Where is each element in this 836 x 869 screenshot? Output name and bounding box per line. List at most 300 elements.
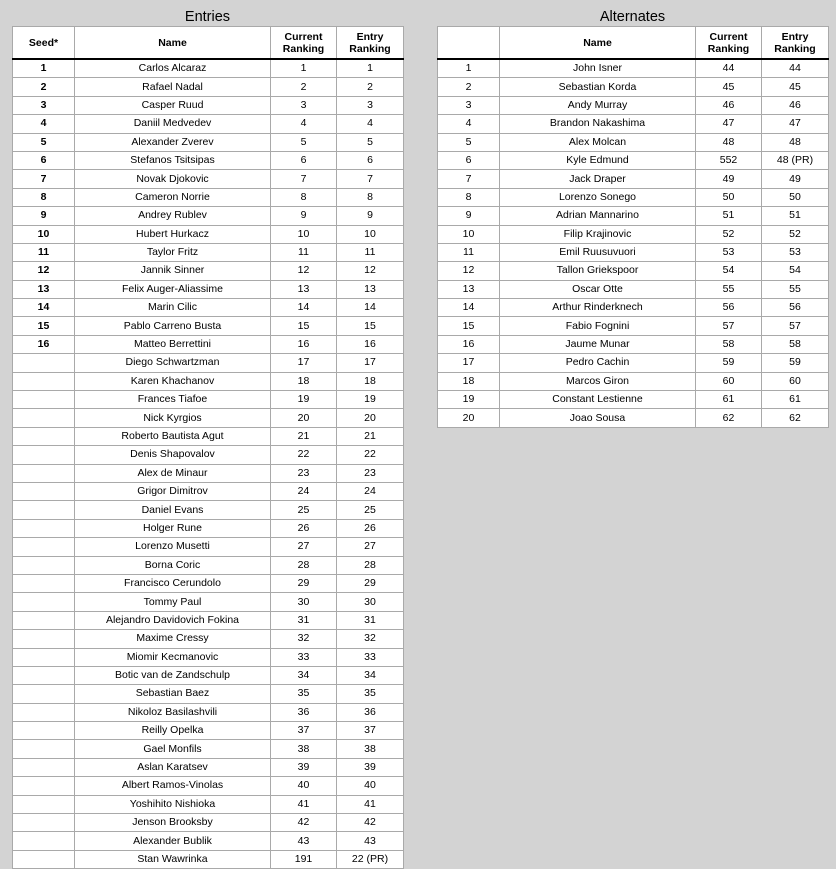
seed-cell [13, 685, 75, 703]
player-name-cell: Andrey Rublev [75, 207, 271, 225]
current-ranking-cell: 42 [271, 814, 337, 832]
current-ranking-cell: 5 [271, 133, 337, 151]
player-name-cell: Alejandro Davidovich Fokina [75, 611, 271, 629]
seed-cell: 13 [13, 280, 75, 298]
current-ranking-cell: 44 [696, 59, 762, 78]
table-row [438, 372, 829, 390]
current-ranking-cell: 27 [271, 538, 337, 556]
table-row [13, 225, 404, 243]
number-cell: 18 [438, 372, 500, 390]
entry-ranking-cell: 2 [337, 78, 404, 96]
alternates-header-row [438, 27, 829, 60]
current-ranking-cell: 20 [271, 409, 337, 427]
table-row [13, 630, 404, 648]
table-row [438, 151, 829, 169]
entry-ranking-cell: 27 [337, 538, 404, 556]
table-row [13, 648, 404, 666]
entry-ranking-cell: 10 [337, 225, 404, 243]
seed-cell: 16 [13, 335, 75, 353]
current-ranking-cell: 53 [696, 243, 762, 261]
number-cell: 9 [438, 207, 500, 225]
table-row [438, 188, 829, 206]
player-name-cell: Jaume Munar [500, 335, 696, 353]
player-name-cell: Andy Murray [500, 96, 696, 114]
seed-cell: 11 [13, 243, 75, 261]
name-header: Name [75, 27, 271, 60]
seed-cell [13, 446, 75, 464]
current-ranking-cell: 28 [271, 556, 337, 574]
table-row [13, 795, 404, 813]
entry-ranking-cell: 58 [762, 335, 829, 353]
seed-cell [13, 501, 75, 519]
seed-cell [13, 427, 75, 445]
table-row [438, 225, 829, 243]
current-ranking-cell: 52 [696, 225, 762, 243]
table-row [438, 170, 829, 188]
current-ranking-cell: 32 [271, 630, 337, 648]
current-ranking-cell: 56 [696, 299, 762, 317]
player-name-cell: John Isner [500, 59, 696, 78]
player-name-cell: Diego Schwartzman [75, 354, 271, 372]
player-name-cell: Reilly Opelka [75, 722, 271, 740]
player-name-cell: Cameron Norrie [75, 188, 271, 206]
seed-cell [13, 409, 75, 427]
player-name-cell: Holger Rune [75, 519, 271, 537]
table-row [13, 78, 404, 96]
entry-ranking-cell: 23 [337, 464, 404, 482]
seed-cell [13, 666, 75, 684]
player-name-cell: Alex Molcan [500, 133, 696, 151]
seed-cell: 2 [13, 78, 75, 96]
player-name-cell: Pablo Carreno Busta [75, 317, 271, 335]
number-cell: 7 [438, 170, 500, 188]
player-name-cell: Kyle Edmund [500, 151, 696, 169]
table-row [438, 409, 829, 427]
current-ranking-cell: 191 [271, 850, 337, 868]
table-row [13, 391, 404, 409]
table-row [438, 299, 829, 317]
table-row [438, 59, 829, 78]
player-name-cell: Frances Tiafoe [75, 391, 271, 409]
current-ranking-cell: 36 [271, 703, 337, 721]
player-name-cell: Matteo Berrettini [75, 335, 271, 353]
seed-cell [13, 648, 75, 666]
entry-ranking-header: Entry Ranking [762, 27, 829, 60]
entry-ranking-cell: 22 [337, 446, 404, 464]
current-ranking-cell: 2 [271, 78, 337, 96]
seed-cell [13, 593, 75, 611]
current-ranking-cell: 57 [696, 317, 762, 335]
entry-ranking-cell: 30 [337, 593, 404, 611]
table-row [13, 758, 404, 776]
table-row [438, 78, 829, 96]
current-ranking-cell: 54 [696, 262, 762, 280]
seed-cell: 15 [13, 317, 75, 335]
player-name-cell: Aslan Karatsev [75, 758, 271, 776]
player-name-cell: Alexander Zverev [75, 133, 271, 151]
player-name-cell: Lorenzo Sonego [500, 188, 696, 206]
player-name-cell: Casper Ruud [75, 96, 271, 114]
number-header [438, 27, 500, 60]
seed-cell: 1 [13, 59, 75, 78]
current-ranking-cell: 45 [696, 78, 762, 96]
player-name-cell: Sebastian Korda [500, 78, 696, 96]
seed-cell [13, 722, 75, 740]
player-name-cell: Botic van de Zandschulp [75, 666, 271, 684]
entry-ranking-cell: 15 [337, 317, 404, 335]
number-cell: 11 [438, 243, 500, 261]
alternates-table [437, 26, 829, 428]
table-row [13, 409, 404, 427]
player-name-cell: Nick Kyrgios [75, 409, 271, 427]
player-name-cell: Novak Djokovic [75, 170, 271, 188]
current-ranking-cell: 41 [271, 795, 337, 813]
number-cell: 17 [438, 354, 500, 372]
current-ranking-cell: 40 [271, 777, 337, 795]
entry-ranking-cell: 49 [762, 170, 829, 188]
table-row [13, 777, 404, 795]
player-name-cell: Joao Sousa [500, 409, 696, 427]
player-name-cell: Sebastian Baez [75, 685, 271, 703]
current-ranking-cell: 23 [271, 464, 337, 482]
table-row [13, 96, 404, 114]
player-name-cell: Pedro Cachin [500, 354, 696, 372]
player-name-cell: Taylor Fritz [75, 243, 271, 261]
entry-ranking-cell: 6 [337, 151, 404, 169]
entry-ranking-cell: 29 [337, 574, 404, 592]
entry-ranking-cell: 39 [337, 758, 404, 776]
table-row [438, 115, 829, 133]
seed-cell [13, 777, 75, 795]
entry-ranking-cell: 32 [337, 630, 404, 648]
player-name-cell: Carlos Alcaraz [75, 59, 271, 78]
player-name-cell: Tommy Paul [75, 593, 271, 611]
player-name-cell: Arthur Rinderknech [500, 299, 696, 317]
entry-ranking-cell: 31 [337, 611, 404, 629]
current-ranking-cell: 21 [271, 427, 337, 445]
number-cell: 5 [438, 133, 500, 151]
player-name-cell: Adrian Mannarino [500, 207, 696, 225]
current-ranking-cell: 31 [271, 611, 337, 629]
entry-ranking-cell: 48 [762, 133, 829, 151]
current-ranking-cell: 43 [271, 832, 337, 850]
entry-ranking-cell: 11 [337, 243, 404, 261]
entry-ranking-cell: 45 [762, 78, 829, 96]
entry-ranking-cell: 35 [337, 685, 404, 703]
entry-ranking-cell: 47 [762, 115, 829, 133]
player-name-cell: Jack Draper [500, 170, 696, 188]
current-ranking-cell: 19 [271, 391, 337, 409]
entry-ranking-cell: 57 [762, 317, 829, 335]
seed-cell [13, 482, 75, 500]
entry-ranking-cell: 52 [762, 225, 829, 243]
player-name-cell: Rafael Nadal [75, 78, 271, 96]
table-row [13, 574, 404, 592]
seed-cell [13, 703, 75, 721]
entry-ranking-cell: 46 [762, 96, 829, 114]
player-name-cell: Borna Coric [75, 556, 271, 574]
entry-ranking-cell: 60 [762, 372, 829, 390]
current-ranking-cell: 13 [271, 280, 337, 298]
entry-ranking-cell: 48 (PR) [762, 151, 829, 169]
player-name-cell: Alex de Minaur [75, 464, 271, 482]
player-name-cell: Stan Wawrinka [75, 850, 271, 868]
entry-ranking-cell: 24 [337, 482, 404, 500]
number-cell: 3 [438, 96, 500, 114]
entry-ranking-header: Entry Ranking [337, 27, 404, 60]
seed-cell [13, 391, 75, 409]
current-ranking-cell: 10 [271, 225, 337, 243]
entry-ranking-cell: 41 [337, 795, 404, 813]
entries-title: Entries [184, 9, 231, 25]
number-cell: 2 [438, 78, 500, 96]
entry-ranking-cell: 56 [762, 299, 829, 317]
seed-cell [13, 630, 75, 648]
current-ranking-cell: 8 [271, 188, 337, 206]
current-ranking-cell: 38 [271, 740, 337, 758]
player-name-cell: Denis Shapovalov [75, 446, 271, 464]
current-ranking-cell: 26 [271, 519, 337, 537]
table-row [13, 115, 404, 133]
seed-cell [13, 758, 75, 776]
table-row [13, 519, 404, 537]
current-ranking-cell: 58 [696, 335, 762, 353]
seed-cell [13, 538, 75, 556]
current-ranking-cell: 12 [271, 262, 337, 280]
entry-ranking-cell: 42 [337, 814, 404, 832]
current-ranking-cell: 29 [271, 574, 337, 592]
current-ranking-cell: 46 [696, 96, 762, 114]
number-cell: 20 [438, 409, 500, 427]
entry-ranking-cell: 18 [337, 372, 404, 390]
player-name-cell: Grigor Dimitrov [75, 482, 271, 500]
entry-ranking-cell: 34 [337, 666, 404, 684]
entry-ranking-cell: 43 [337, 832, 404, 850]
number-cell: 16 [438, 335, 500, 353]
number-cell: 15 [438, 317, 500, 335]
table-row [438, 243, 829, 261]
entry-ranking-cell: 5 [337, 133, 404, 151]
table-row [438, 335, 829, 353]
player-name-cell: Filip Krajinovic [500, 225, 696, 243]
current-ranking-cell: 552 [696, 151, 762, 169]
current-ranking-cell: 60 [696, 372, 762, 390]
table-row [13, 207, 404, 225]
table-row [13, 538, 404, 556]
entry-ranking-cell: 38 [337, 740, 404, 758]
current-ranking-cell: 17 [271, 354, 337, 372]
player-name-cell: Lorenzo Musetti [75, 538, 271, 556]
player-name-cell: Fabio Fognini [500, 317, 696, 335]
entry-ranking-cell: 16 [337, 335, 404, 353]
current-ranking-cell: 48 [696, 133, 762, 151]
table-row [13, 611, 404, 629]
table-row [13, 740, 404, 758]
player-name-cell: Roberto Bautista Agut [75, 427, 271, 445]
current-ranking-header: Current Ranking [696, 27, 762, 60]
player-name-cell: Jenson Brooksby [75, 814, 271, 832]
player-name-cell: Marcos Giron [500, 372, 696, 390]
alternates-title: Alternates [599, 9, 666, 25]
table-row [13, 280, 404, 298]
table-row [13, 464, 404, 482]
number-cell: 1 [438, 59, 500, 78]
current-ranking-cell: 16 [271, 335, 337, 353]
player-name-cell: Karen Khachanov [75, 372, 271, 390]
player-name-cell: Oscar Otte [500, 280, 696, 298]
number-cell: 4 [438, 115, 500, 133]
entry-ranking-cell: 8 [337, 188, 404, 206]
current-ranking-cell: 3 [271, 96, 337, 114]
entry-ranking-cell: 17 [337, 354, 404, 372]
current-ranking-cell: 24 [271, 482, 337, 500]
seed-cell [13, 740, 75, 758]
player-name-cell: Francisco Cerundolo [75, 574, 271, 592]
table-row [13, 170, 404, 188]
table-row [13, 722, 404, 740]
entry-ranking-cell: 26 [337, 519, 404, 537]
table-row [13, 243, 404, 261]
entry-ranking-cell: 51 [762, 207, 829, 225]
player-name-cell: Maxime Cressy [75, 630, 271, 648]
player-name-cell: Gael Monfils [75, 740, 271, 758]
current-ranking-cell: 49 [696, 170, 762, 188]
table-row [13, 482, 404, 500]
entry-ranking-cell: 21 [337, 427, 404, 445]
table-row [13, 59, 404, 78]
seed-cell: 8 [13, 188, 75, 206]
current-ranking-cell: 35 [271, 685, 337, 703]
seed-cell: 10 [13, 225, 75, 243]
entry-ranking-cell: 50 [762, 188, 829, 206]
current-ranking-cell: 30 [271, 593, 337, 611]
current-ranking-cell: 51 [696, 207, 762, 225]
number-cell: 8 [438, 188, 500, 206]
alternates-body [438, 59, 829, 427]
seed-cell [13, 850, 75, 868]
current-ranking-cell: 55 [696, 280, 762, 298]
table-row [438, 207, 829, 225]
seed-cell: 14 [13, 299, 75, 317]
player-name-cell: Emil Ruusuvuori [500, 243, 696, 261]
table-row [13, 188, 404, 206]
player-name-cell: Marin Cilic [75, 299, 271, 317]
seed-cell: 7 [13, 170, 75, 188]
current-ranking-cell: 11 [271, 243, 337, 261]
current-ranking-cell: 61 [696, 391, 762, 409]
current-ranking-cell: 37 [271, 722, 337, 740]
player-name-cell: Hubert Hurkacz [75, 225, 271, 243]
table-row [438, 317, 829, 335]
seed-cell: 3 [13, 96, 75, 114]
entries-header-row [13, 27, 404, 60]
number-cell: 12 [438, 262, 500, 280]
player-name-cell: Felix Auger-Aliassime [75, 280, 271, 298]
seed-cell [13, 574, 75, 592]
player-name-cell: Brandon Nakashima [500, 115, 696, 133]
current-ranking-cell: 14 [271, 299, 337, 317]
table-row [13, 814, 404, 832]
current-ranking-cell: 50 [696, 188, 762, 206]
seed-header: Seed* [13, 27, 75, 60]
current-ranking-header: Current Ranking [271, 27, 337, 60]
current-ranking-cell: 39 [271, 758, 337, 776]
entry-ranking-cell: 14 [337, 299, 404, 317]
current-ranking-cell: 59 [696, 354, 762, 372]
table-row [13, 372, 404, 390]
seed-cell [13, 372, 75, 390]
table-row [438, 391, 829, 409]
entry-ranking-cell: 22 (PR) [337, 850, 404, 868]
entries-body [13, 59, 404, 869]
alternates-panel [437, 8, 828, 428]
seed-cell [13, 354, 75, 372]
table-row [13, 501, 404, 519]
number-cell: 14 [438, 299, 500, 317]
table-row [438, 262, 829, 280]
entry-ranking-cell: 33 [337, 648, 404, 666]
seed-cell: 9 [13, 207, 75, 225]
table-row [438, 133, 829, 151]
table-row [13, 427, 404, 445]
player-name-cell: Miomir Kecmanovic [75, 648, 271, 666]
table-row [13, 354, 404, 372]
current-ranking-cell: 4 [271, 115, 337, 133]
seed-cell: 6 [13, 151, 75, 169]
player-name-cell: Constant Lestienne [500, 391, 696, 409]
seed-cell [13, 814, 75, 832]
entry-ranking-cell: 20 [337, 409, 404, 427]
current-ranking-cell: 25 [271, 501, 337, 519]
current-ranking-cell: 34 [271, 666, 337, 684]
name-header: Name [500, 27, 696, 60]
table-row [13, 299, 404, 317]
number-cell: 6 [438, 151, 500, 169]
table-row [13, 133, 404, 151]
player-name-cell: Albert Ramos-Vinolas [75, 777, 271, 795]
entry-ranking-cell: 61 [762, 391, 829, 409]
table-row [13, 832, 404, 850]
table-row [13, 151, 404, 169]
table-row [13, 593, 404, 611]
entry-ranking-cell: 55 [762, 280, 829, 298]
table-row [13, 556, 404, 574]
current-ranking-cell: 15 [271, 317, 337, 335]
entry-ranking-cell: 19 [337, 391, 404, 409]
player-name-cell: Daniel Evans [75, 501, 271, 519]
seed-cell [13, 464, 75, 482]
entry-ranking-cell: 54 [762, 262, 829, 280]
seed-cell: 5 [13, 133, 75, 151]
player-name-cell: Tallon Griekspoor [500, 262, 696, 280]
table-row [13, 317, 404, 335]
table-row [13, 446, 404, 464]
number-cell: 13 [438, 280, 500, 298]
seed-cell: 4 [13, 115, 75, 133]
table-row [438, 354, 829, 372]
entries-panel [12, 8, 403, 869]
entry-ranking-cell: 12 [337, 262, 404, 280]
entry-ranking-cell: 13 [337, 280, 404, 298]
entry-ranking-cell: 9 [337, 207, 404, 225]
player-name-cell: Jannik Sinner [75, 262, 271, 280]
current-ranking-cell: 1 [271, 59, 337, 78]
entry-ranking-cell: 25 [337, 501, 404, 519]
current-ranking-cell: 6 [271, 151, 337, 169]
entry-ranking-cell: 4 [337, 115, 404, 133]
player-name-cell: Nikoloz Basilashvili [75, 703, 271, 721]
number-cell: 19 [438, 391, 500, 409]
